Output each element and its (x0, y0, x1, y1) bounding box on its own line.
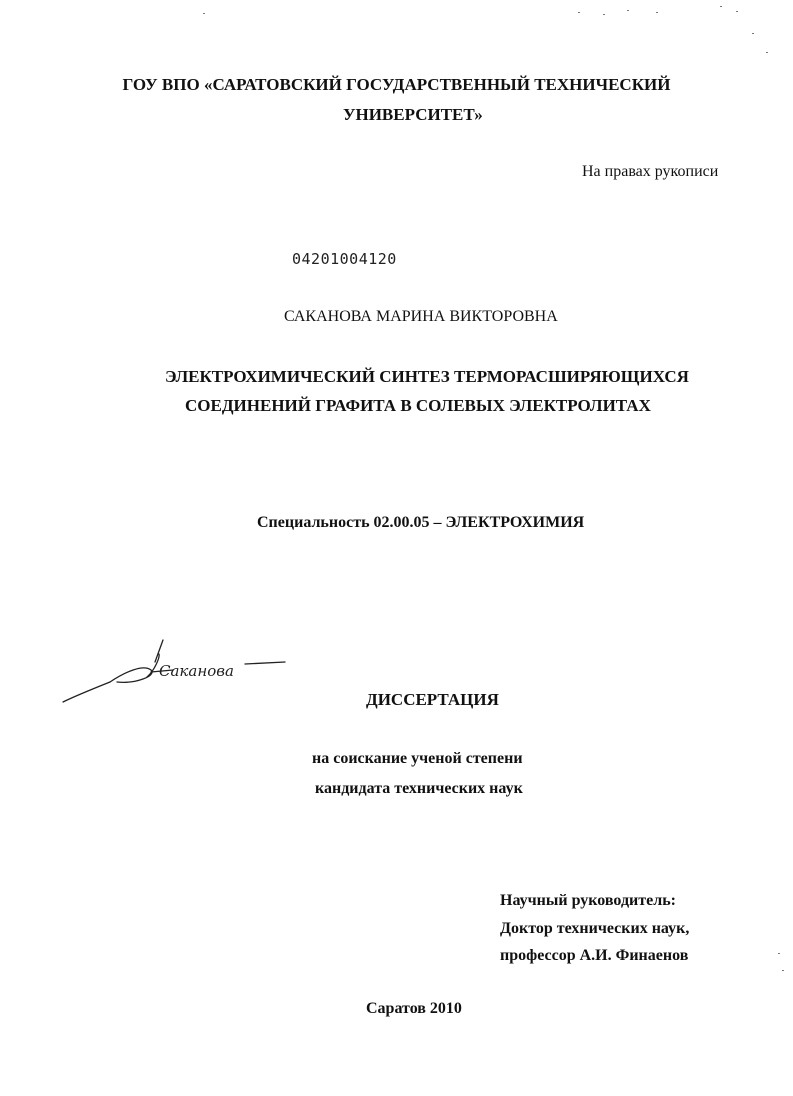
scan-speck (656, 12, 658, 13)
author-name: САКАНОВА МАРИНА ВИКТОРОВНА (284, 308, 558, 325)
place-year: Саратов 2010 (366, 1000, 462, 1017)
scan-speck (778, 953, 780, 954)
institution-line-1: ГОУ ВПО «САРАТОВСКИЙ ГОСУДАРСТВЕННЫЙ ТЕХНИЧЕСКИЙ (122, 75, 671, 94)
institution-line-2: УНИВЕРСИТЕТ» (343, 105, 483, 124)
scan-speck (736, 11, 738, 12)
scan-speck (203, 13, 205, 14)
author-signature (55, 632, 295, 712)
scan-speck (782, 970, 784, 971)
scan-speck (766, 52, 768, 53)
dissertation-title-line-1: ЭЛЕКТРОХИМИЧЕСКИЙ СИНТЕЗ ТЕРМОРАСШИРЯЮЩИХСЯ (165, 367, 689, 386)
dissertation-title-line-2: СОЕДИНЕНИЙ ГРАФИТА В СОЛЕВЫХ ЭЛЕКТРОЛИТАХ (185, 396, 651, 415)
archive-number: 04201004120 (292, 250, 397, 268)
supervisor-label: Научный руководитель: (500, 892, 676, 909)
scan-speck (603, 14, 605, 15)
scan-speck (578, 12, 580, 13)
supervisor-degree: Доктор технических наук, (500, 920, 690, 937)
scan-speck (752, 33, 754, 34)
scan-speck (627, 10, 629, 11)
signature-text: Саканова (159, 662, 234, 680)
specialty: Специальность 02.00.05 – ЭЛЕКТРОХИМИЯ (257, 514, 585, 531)
rights-note: На правах рукописи (582, 163, 719, 180)
work-type: ДИССЕРТАЦИЯ (366, 690, 499, 709)
degree-line-1: на соискание ученой степени (312, 750, 523, 767)
supervisor-name: профессор А.И. Финаенов (500, 947, 689, 964)
scan-speck (720, 6, 722, 7)
degree-line-2: кандидата технических наук (315, 780, 523, 797)
